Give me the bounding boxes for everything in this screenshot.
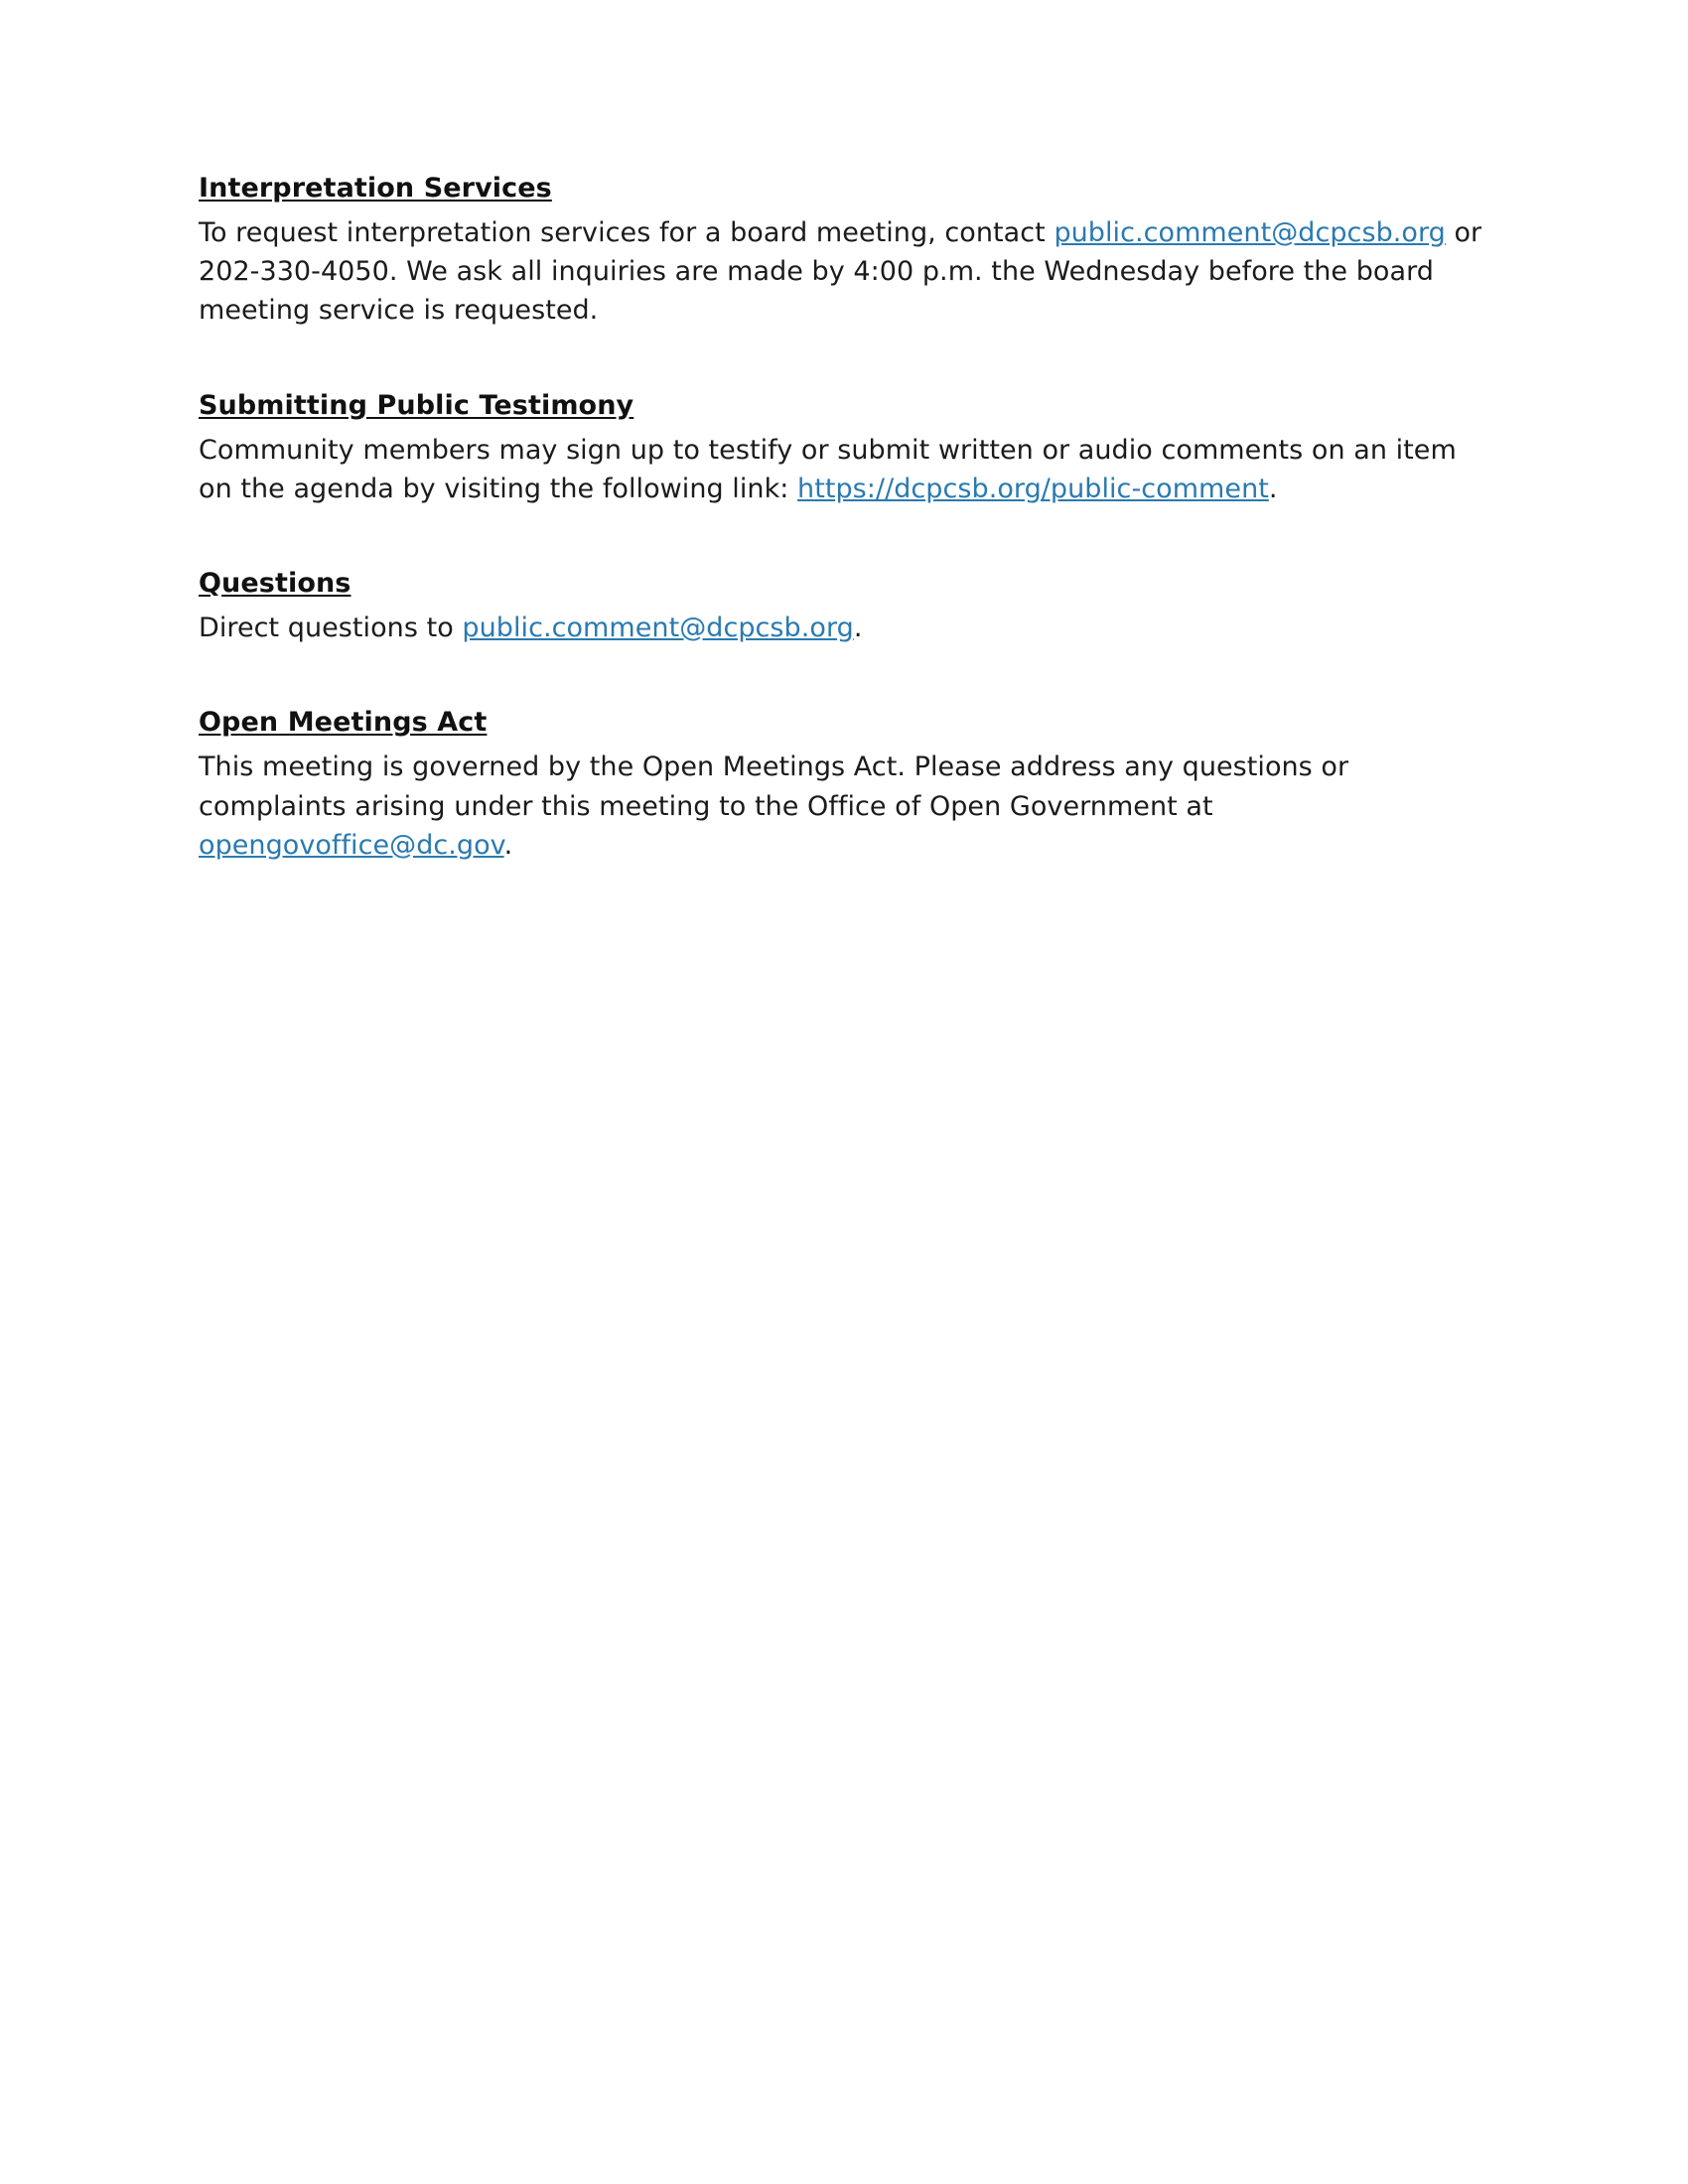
paragraph-text-trailing: . (853, 613, 863, 644)
section-open-meetings-act (199, 703, 1489, 865)
email-link-public-comment-questions[interactable]: public.comment@dcpcsb.org (462, 613, 854, 644)
paragraph-text-leading: This meeting is governed by the Open Meetings Act. Please address any questions or complaints arising under this meeting to the Office of Open Government at (199, 751, 1349, 822)
paragraph-text-trailing: . (1268, 473, 1278, 504)
url-link-public-comment-page[interactable]: https://dcpcsb.org/public-comment (797, 473, 1269, 504)
email-link-opengovoffice[interactable]: opengovoffice@dc.gov (199, 829, 504, 861)
section-heading-submitting-public-testimony: Submitting Public Testimony (199, 389, 634, 421)
section-questions (199, 564, 1489, 647)
section-interpretation-services (199, 169, 1489, 331)
section-submitting-public-testimony (199, 386, 1489, 508)
section-paragraph-questions (199, 609, 1489, 647)
paragraph-text-leading: Direct questions to (199, 613, 463, 644)
section-heading-open-meetings-act: Open Meetings Act (199, 707, 488, 739)
section-heading-questions: Questions (199, 567, 352, 599)
paragraph-text-trailing: . (503, 829, 513, 861)
paragraph-text-leading: Community members may sign up to testify or submit written or audio comments on an item on the agenda by visiting the following link: (199, 434, 1457, 504)
section-paragraph-open-meetings-act (199, 748, 1489, 864)
paragraph-text-leading: To request interpretation services for a board meeting, contact (199, 217, 1055, 249)
section-paragraph-interpretation-services (199, 213, 1489, 330)
email-link-public-comment[interactable]: public.comment@dcpcsb.org (1054, 217, 1446, 249)
document-body (199, 169, 1489, 865)
section-paragraph-submitting-public-testimony (199, 431, 1489, 508)
paragraph-text-trailing: or 202-330-4050. We ask all inquiries are made by 4:00 p.m. the Wednesday before the board meeting service is requested. (199, 217, 1482, 327)
section-heading-interpretation-services: Interpretation Services (199, 173, 552, 204)
